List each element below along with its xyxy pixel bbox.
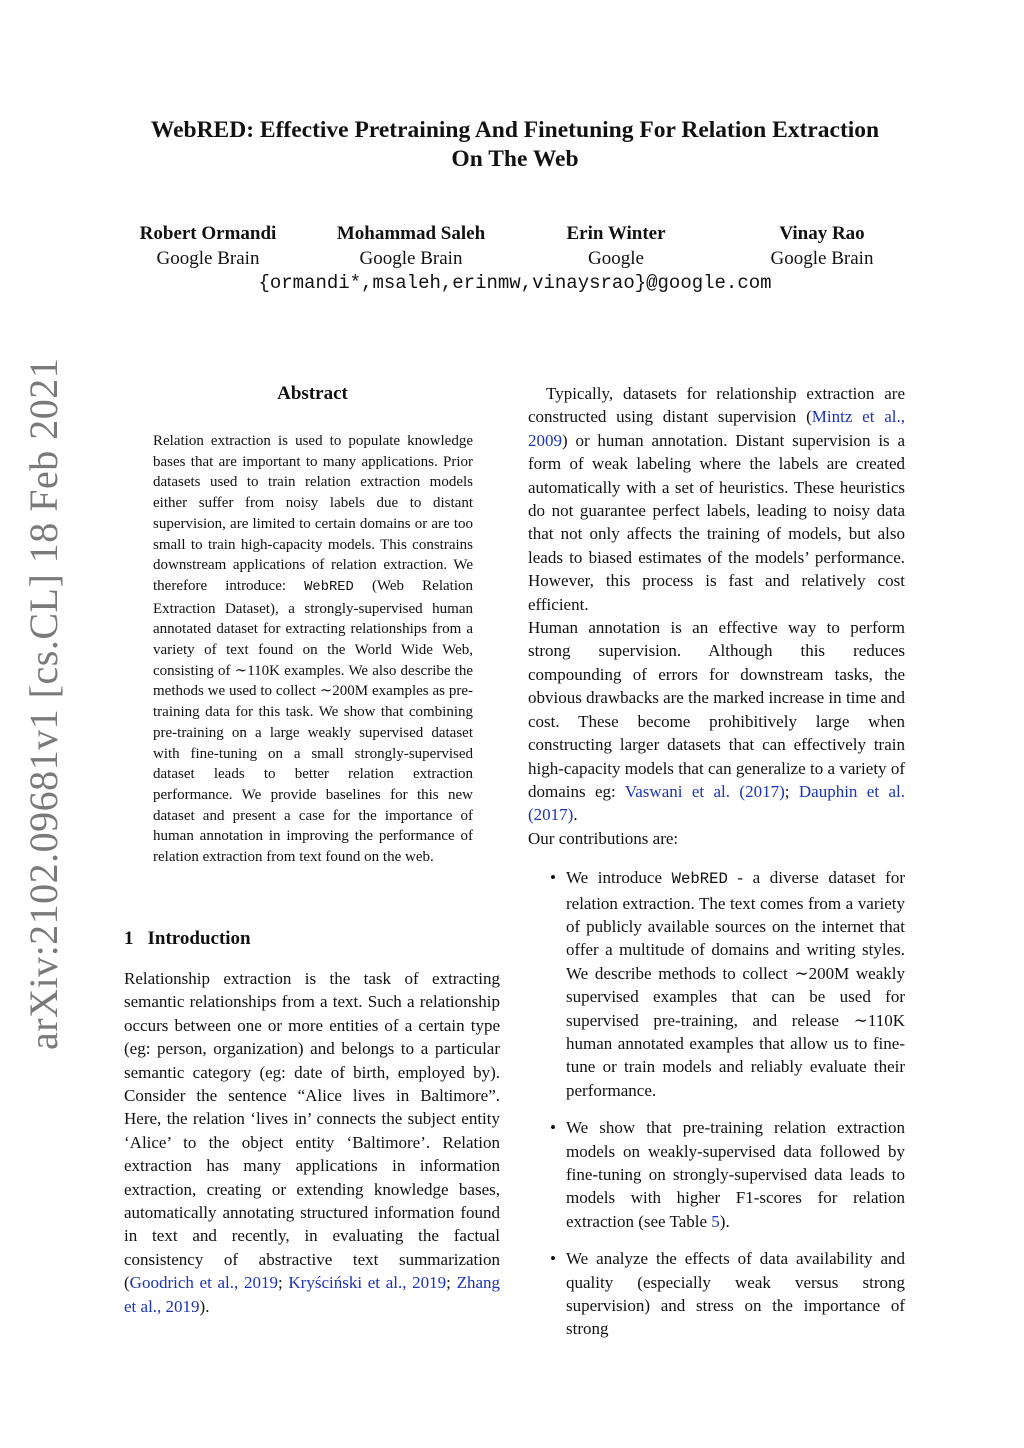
author-block — [316, 222, 506, 271]
citation-link[interactable]: Zhang et al., 2019 — [124, 1273, 500, 1316]
text-run: - a diverse dataset for relation extraction. The text comes from a variety of publicly available sources on the internet that offer a multitude of domains and writing styles. We describe methods to collect ∼200M weakly supervised examples that can be used for supervised pre-training, and release ∼110K human annotated examples that allow us to fine-tune or train models and reliably evaluate their performance. — [566, 868, 905, 1100]
contributions-intro: Our contributions are: — [528, 828, 679, 848]
table-ref-link[interactable]: 5 — [711, 1211, 720, 1231]
citation-link[interactable]: Goodrich et al., 2019 — [129, 1273, 278, 1293]
list-item — [528, 1247, 905, 1341]
paragraph-distant-supervision — [528, 382, 905, 616]
text-run: We show that pre-training relation extraction models on weakly-supervised data followed by fine-tuning on strongly-supervised data leads to models with higher F1-scores for relation extraction (see Table — [566, 1118, 905, 1231]
citation-link[interactable]: Vaswani et al. — [624, 781, 731, 801]
arxiv-identifier: arXiv:2102.09681v1 [cs.CL] 18 Feb 2021 — [21, 357, 66, 1050]
bullet-icon: • — [550, 1118, 556, 1138]
author-block — [536, 222, 696, 271]
citation-year-link[interactable]: (2017) — [528, 805, 574, 825]
dataset-name: WebRED — [671, 870, 728, 889]
contributions-list — [528, 866, 905, 1341]
text-run: We analyze the effects of data availability and quality (especially weak versus strong supervision) and stress on the importance of strong — [566, 1249, 905, 1339]
intro-text-end: ). — [199, 1296, 210, 1316]
author-name: Mohammad Saleh — [336, 223, 486, 244]
paragraph-human-annotation — [528, 616, 905, 827]
citation-year-link[interactable]: (2017) — [739, 781, 785, 801]
author-name: Vinay Rao — [779, 223, 865, 244]
citation-link[interactable]: Mintz et al., 2009 — [528, 407, 905, 450]
citation-link[interactable]: Dauphin et al. — [798, 781, 905, 801]
text-run: Typically, datasets for relationship extraction are constructed using distant supervision ( — [528, 384, 905, 427]
right-column — [528, 382, 905, 1355]
citation-separator: ; — [446, 1273, 457, 1293]
author-name: Erin Winter — [566, 223, 666, 244]
intro-text: Relationship extraction is the task of extracting semantic relationships from a text. Such a relationship occurs between one or more entities of a certain type (eg: person, organization) and belongs to a particular semantic category (eg: date of birth, employed by). Consider the sentence “Alice lives in Baltimore”. Here, the relation ‘lives in’ connects the subject entity ‘Alice’ to the object entity ‘Baltimore’. Relation extraction has many applications in information extraction, creating or extending knowledge bases, automatically annotating structured information found in text and recently, in evaluating the factual consistency of abstractive text summarization ( — [124, 969, 500, 1293]
author-block — [742, 222, 902, 271]
author-affiliation: Google Brain — [359, 247, 463, 269]
author-affiliation: Google Brain — [770, 247, 874, 269]
author-affiliation: Google Brain — [156, 247, 260, 269]
author-affiliation: Google — [588, 247, 644, 269]
text-run: We introduce — [566, 868, 672, 888]
text-run: ) or human annotation. Distant supervision is a form of weak labeling where the labels are created automatically with a set of heuristics. These heuristics do not guarantee perfect labels, leading to noisy data that not only affects the training of models, but also leads to biased estimates of the models’ performance. However, this process is fast and relatively cost efficient. — [528, 430, 905, 614]
abstract-text — [153, 431, 473, 868]
text-run: ). — [719, 1211, 730, 1231]
author-emails: {ormandi*,msaleh,erinmw,vinaysrao}@google.com — [258, 272, 772, 294]
citation-separator: ; — [784, 781, 799, 801]
section-number: 1 — [124, 928, 134, 949]
bullet-icon: • — [550, 1249, 556, 1269]
title-line-2: On The Web — [451, 146, 579, 172]
abstract-text-part: Relation extraction is used to populate knowledge bases that are important to many applications. Prior datasets used to train relation extraction models either suffer from noisy labels due to distant supervision, are limited to certain domains or are too small to train high-capacity models. This constrains downstream applications of relation extraction. We therefore introduce: — [153, 433, 473, 594]
abstract-text-part: (Web Relation Extraction Dataset), a strongly-supervised human annotated dataset for extracting relationships from a variety of text found on the World Wide Web, consisting of ∼110K examples. We also describe the methods we used to collect ∼200M examples as pre-training data for this task. We show that combining pre-training on a large weakly supervised dataset with fine-tuning on a small strongly-supervised dataset leads to better relation extraction performance. We provide baselines for this new dataset and present a case for the importance of human annotation in improving the performance of relation extraction from text found on the web. — [153, 577, 473, 866]
list-item — [528, 866, 905, 1102]
dataset-name: WebRED — [304, 579, 354, 595]
text-run: . — [573, 805, 578, 825]
bullet-icon: • — [550, 868, 556, 888]
author-name: Robert Ormandi — [139, 223, 277, 244]
introduction-paragraph — [124, 967, 500, 1318]
list-item — [528, 1116, 905, 1233]
citation-separator: ; — [277, 1273, 289, 1293]
text-run: Human annotation is an effective way to perform strong supervision. Although this reduces compounding of errors for downstream tasks, the obvious drawbacks are the marked increase in time and cost. These become prohibitively large when constructing larger datasets that can effectively train high-capacity models that can generalize to a variety of domains eg: — [528, 618, 905, 801]
section-heading-introduction — [124, 928, 251, 950]
section-title: Introduction — [147, 928, 251, 949]
paper-title — [100, 116, 930, 174]
abstract-heading: Abstract — [277, 383, 348, 404]
citation-link[interactable]: Kryściński et al., 2019 — [288, 1273, 447, 1293]
author-block — [118, 222, 298, 271]
title-line-1: WebRED: Effective Pretraining And Finetuning For Relation Extraction — [150, 117, 880, 143]
